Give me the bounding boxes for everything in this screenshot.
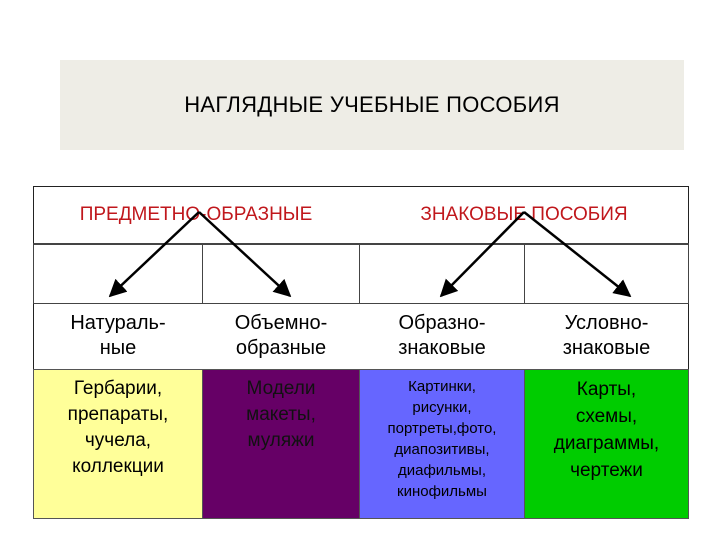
examples-conventional: Карты, схемы, диаграммы, чертежи bbox=[524, 369, 689, 519]
arrow-to-volumetric bbox=[199, 212, 290, 296]
type-label-conventional: Условно- знаковые bbox=[562, 312, 651, 359]
arrow-to-natural bbox=[110, 212, 199, 296]
group-header-right: ЗНАКОВЫЕ ПОСОБИЯ bbox=[420, 204, 628, 225]
type-label-figurative: Образно- знаковые bbox=[398, 312, 486, 359]
examples-volumetric: Модели макеты, муляжи bbox=[202, 369, 360, 519]
type-label-volumetric: Объемно- образные bbox=[234, 312, 328, 359]
examples-figurative: Картинки, рисунки, портреты,фото, диапозитивы, диафильмы, кинофильмы bbox=[359, 369, 525, 519]
type-label-natural: Натураль- ные bbox=[70, 312, 166, 359]
examples-natural: Гербарии, препараты, чучела, коллекции bbox=[33, 369, 203, 519]
arrow-to-conventional bbox=[524, 212, 630, 296]
group-header-left: ПРЕДМЕТНО-ОБРАЗНЫЕ bbox=[79, 204, 313, 225]
arrow-to-figurative bbox=[441, 212, 524, 296]
diagram-title: НАГЛЯДНЫЕ УЧЕБНЫЕ ПОСОБИЯ bbox=[184, 92, 560, 117]
